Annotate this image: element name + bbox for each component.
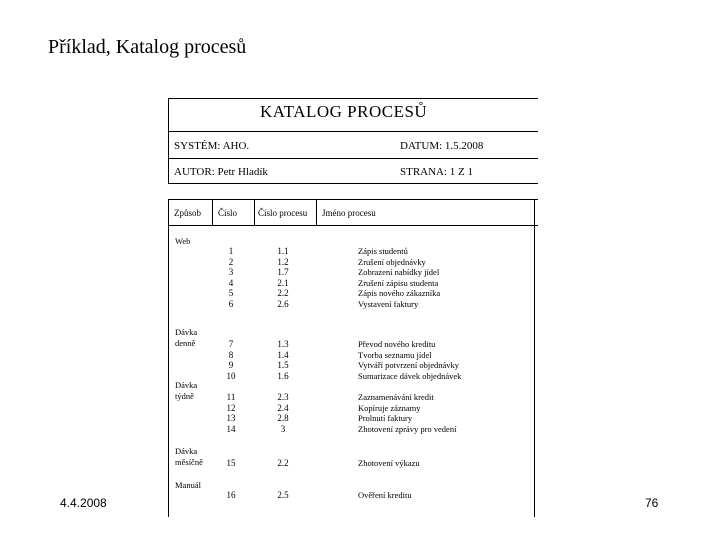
- slide-title: Příklad, Katalog procesů: [48, 36, 247, 58]
- process-name: Zrušení objednávky: [358, 256, 426, 267]
- process-number: 1.2: [277, 256, 289, 267]
- process-name: Vystavení faktury: [358, 298, 419, 309]
- row-number: 8: [228, 349, 234, 360]
- table-left-border: [168, 199, 169, 517]
- process-number: 1.3: [277, 339, 289, 349]
- process-name: Zápis studentů: [358, 246, 408, 256]
- column-divider: [316, 199, 317, 225]
- system-label: SYSTÉM: AHO.: [174, 140, 250, 152]
- column-divider: [254, 199, 255, 225]
- group-label: Web: [175, 236, 191, 246]
- page-label: STRANA: 1 Z 1: [400, 166, 474, 178]
- process-number: 1.1: [277, 246, 289, 256]
- divider: [168, 158, 538, 159]
- process-name: Zhotovení výkazu: [358, 458, 420, 468]
- process-number: 2.2: [277, 458, 289, 468]
- process-number: 2.5: [277, 490, 289, 500]
- header-left-border: [168, 98, 169, 184]
- row-number: 14: [226, 423, 236, 434]
- group-label: týdně: [175, 391, 194, 401]
- table-right-border: [534, 199, 535, 517]
- row-number: 7: [228, 339, 234, 349]
- process-name: Zhotovení zprávy pro vedení: [358, 423, 457, 434]
- catalog-title: KATALOG PROCESŮ: [260, 102, 428, 121]
- process-name: Zrušení zápisu studenta: [358, 277, 439, 288]
- process-number: 1.6: [277, 370, 289, 381]
- column-header: Jméno procesu: [322, 208, 376, 218]
- process-name: Zobrazení nabídky jídel: [358, 267, 440, 277]
- table-top-border: [168, 199, 538, 200]
- process-number: 1.5: [277, 360, 289, 370]
- process-number: 2.2: [277, 288, 289, 298]
- header-top-border: [168, 98, 538, 99]
- row-number: 13: [226, 413, 236, 423]
- row-number: 9: [228, 360, 234, 370]
- group-label: Dávka: [175, 380, 198, 390]
- row-number: 11: [226, 392, 236, 402]
- process-number: 2.1: [277, 277, 289, 288]
- row-number: 10: [226, 370, 236, 381]
- group-label: Dávka: [175, 327, 198, 337]
- column-header-divider: [168, 225, 538, 226]
- column-header: Způsob: [174, 208, 201, 218]
- process-number: 3: [280, 423, 286, 434]
- row-number: 2: [228, 256, 234, 267]
- column-divider: [212, 199, 213, 225]
- page-number: 76: [645, 496, 659, 510]
- process-name: Zaznamenávání kredit: [358, 392, 434, 402]
- row-number: 4: [228, 277, 234, 288]
- process-number: 2.6: [277, 298, 289, 309]
- process-name: Vytváří potvrzení objednávky: [358, 360, 460, 370]
- row-number: 5: [228, 288, 234, 298]
- group-label: Manuál: [175, 480, 201, 490]
- header-bottom-border: [168, 183, 538, 184]
- row-number: 15: [226, 458, 236, 468]
- process-number: 2.4: [277, 402, 289, 413]
- process-name: Ověření kreditu: [358, 490, 412, 500]
- process-name: Zápis nového zákazníka: [358, 288, 441, 298]
- column-header: Číslo procesu: [258, 208, 308, 218]
- process-name: Prolnutí faktury: [358, 413, 413, 423]
- process-name: Tvorba seznamu jídel: [358, 349, 432, 360]
- date-label: DATUM: 1.5.2008: [400, 140, 484, 152]
- divider: [168, 131, 538, 132]
- process-name: Kopíruje záznamy: [358, 402, 421, 413]
- row-number: 3: [228, 267, 234, 277]
- process-number: 2.8: [277, 413, 289, 423]
- group-label: denně: [175, 338, 196, 348]
- process-number: 1.4: [277, 349, 289, 360]
- group-label: Dávka: [175, 446, 198, 456]
- process-number: 2.3: [277, 392, 289, 402]
- catalog-document: [168, 97, 538, 517]
- row-number: 1: [228, 246, 234, 256]
- column-header: Číslo: [218, 208, 238, 218]
- row-number: 12: [226, 402, 236, 413]
- row-number: 6: [228, 298, 234, 309]
- process-number: 1.7: [277, 267, 289, 277]
- group-label: měsíčně: [175, 457, 203, 467]
- row-number: 16: [226, 490, 236, 500]
- footer-date: 4.4.2008: [60, 496, 107, 510]
- author-label: AUTOR: Petr Hladík: [174, 166, 268, 178]
- process-name: Převod nového kreditu: [358, 339, 436, 349]
- process-name: Sumarizace dávek objednávek: [358, 370, 462, 381]
